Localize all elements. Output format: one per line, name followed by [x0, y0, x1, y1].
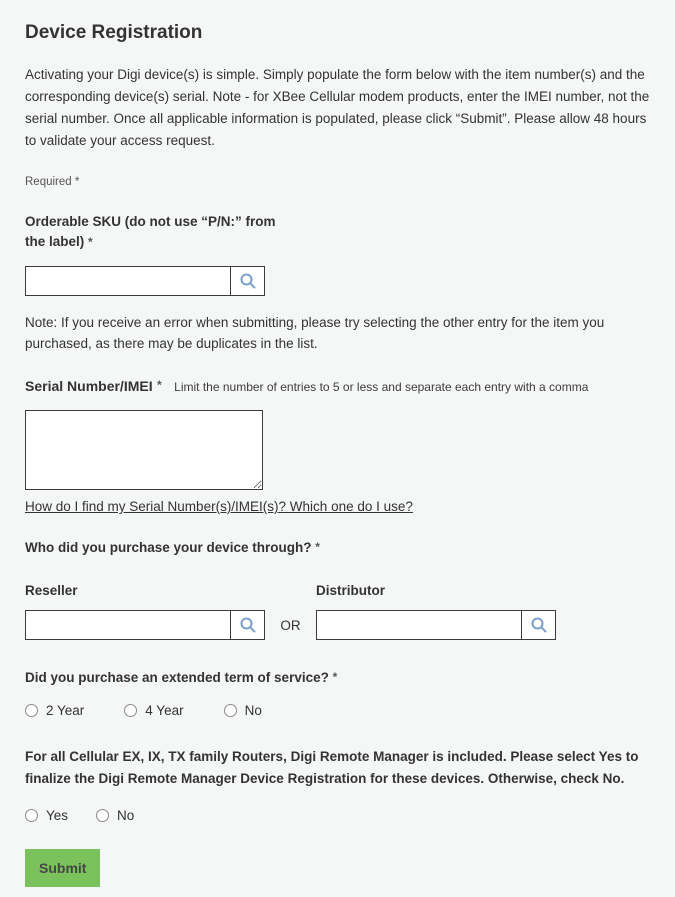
purchase-row — [25, 583, 650, 640]
distributor-column — [316, 583, 556, 640]
extended-term-heading — [25, 670, 650, 685]
radio-option-2-year[interactable] — [25, 703, 84, 718]
search-icon — [239, 616, 257, 634]
extended-term-label-text: Did you purchase an extended term of service? — [25, 670, 329, 685]
drm-radio-group — [25, 808, 650, 823]
submit-button[interactable]: Submit — [25, 849, 100, 887]
radio-term-no[interactable] — [224, 704, 237, 717]
reseller-search-button[interactable] — [230, 611, 264, 639]
intro-paragraph: Activating your Digi device(s) is simple. Simply populate the form below with the item number(s) and the corresponding device(s) serial. Note - for XBee Cellular modem products, enter the IMEI number, not the serial number. Once all applicable information is populated, please click “Submit”. Please allow 48 hours to validate your access request. — [25, 67, 650, 148]
purchase-through-heading — [25, 540, 650, 555]
radio-4-year-label: 4 Year — [145, 703, 184, 718]
sku-note: Note: If you receive an error when submitting, please try selecting the other entry for the item you purchased, as there may be duplicates in the list. — [25, 315, 605, 351]
sku-label-text: Orderable SKU (do not use “P/N:” from the label) — [25, 214, 276, 249]
radio-option-drm-yes[interactable] — [25, 808, 68, 823]
radio-option-term-no[interactable] — [224, 703, 262, 718]
radio-4-year[interactable] — [124, 704, 137, 717]
sku-search-group — [25, 266, 265, 296]
required-note: Required * — [25, 176, 80, 188]
serial-label: Serial Number/IMEI — [25, 378, 153, 394]
radio-drm-yes-label: Yes — [46, 808, 69, 823]
serial-helper-text: Limit the number of entries to 5 or less and separate each entry with a comma — [174, 380, 589, 394]
distributor-search-button[interactable] — [521, 611, 555, 639]
reseller-search-group — [25, 610, 265, 640]
extended-term-radio-group — [25, 703, 650, 718]
purchase-through-asterisk: * — [315, 540, 320, 554]
reseller-input[interactable] — [26, 611, 230, 639]
distributor-search-group — [316, 610, 556, 640]
or-separator: OR — [280, 617, 301, 633]
reseller-label: Reseller — [25, 583, 78, 598]
radio-drm-no-label: No — [117, 808, 135, 823]
serial-help-link[interactable]: How do I find my Serial Number(s)/IMEI(s)? Which one do I use? — [25, 499, 413, 514]
drm-instructions: For all Cellular EX, IX, TX family Routers, Digi Remote Manager is included. Please select Yes to finalize the Digi Remote Manager Device Registration for these devices. Otherwise, check No. — [25, 749, 639, 786]
radio-option-4-year[interactable] — [124, 703, 183, 718]
serial-label-row — [25, 378, 650, 396]
radio-term-no-label: No — [244, 703, 262, 718]
radio-2-year[interactable] — [25, 704, 38, 717]
serial-textarea[interactable] — [25, 410, 263, 490]
extended-term-asterisk: * — [332, 670, 338, 684]
radio-option-drm-no[interactable] — [96, 808, 134, 823]
radio-drm-yes[interactable] — [25, 809, 38, 822]
search-icon — [530, 616, 548, 634]
distributor-input[interactable] — [317, 611, 521, 639]
sku-required-asterisk: * — [88, 235, 93, 249]
sku-input[interactable] — [26, 267, 230, 295]
page-title: Device Registration — [25, 22, 203, 43]
radio-drm-no[interactable] — [96, 809, 109, 822]
search-icon — [239, 272, 257, 290]
distributor-label: Distributor — [316, 583, 385, 598]
reseller-column — [25, 583, 265, 640]
radio-2-year-label: 2 Year — [46, 703, 85, 718]
serial-required-asterisk: * — [157, 378, 162, 392]
sku-label — [25, 212, 283, 252]
sku-search-button[interactable] — [230, 267, 264, 295]
purchase-through-label-text: Who did you purchase your device through? — [25, 540, 312, 555]
